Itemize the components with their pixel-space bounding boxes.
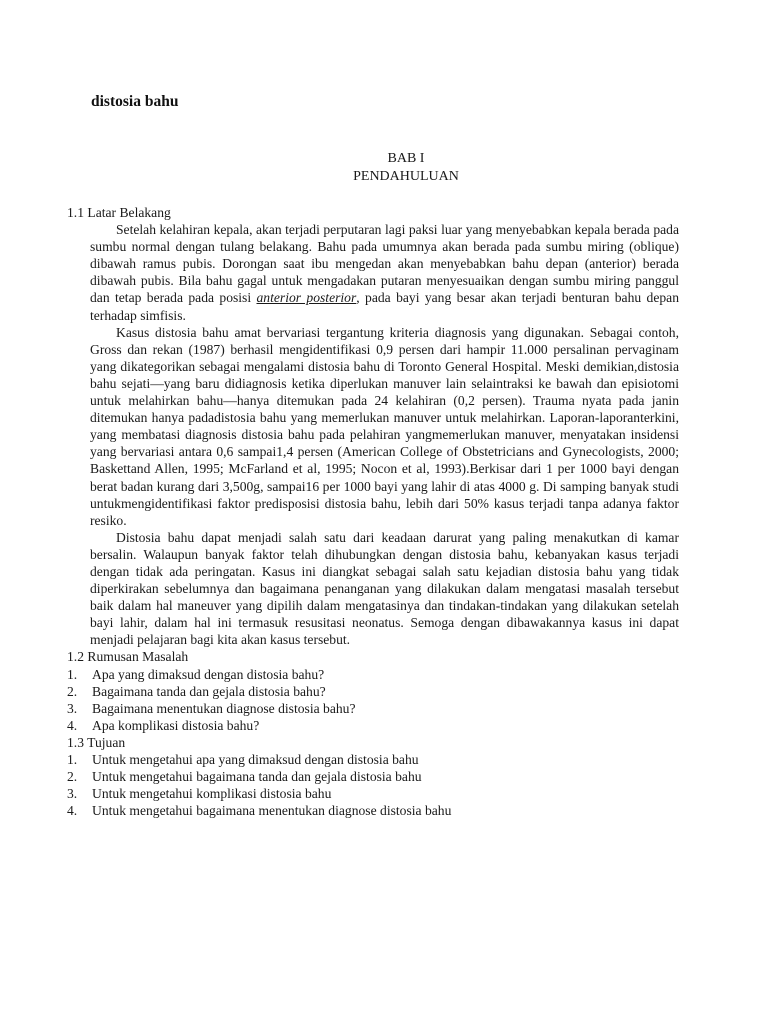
list-item: [67, 700, 679, 717]
paragraph-1: [90, 221, 679, 324]
list-item-number: 2.: [67, 683, 78, 699]
list-item: [67, 802, 679, 819]
paragraph-3: Distosia bahu dapat menjadi salah satu dari keadaan darurat yang paling menakutkan di kamar bersalin. Walaupun banyak faktor telah dihubungkan dengan distosia bahu, kebanyakan kasus terjadi dengan tidak ada peringatan. Kasus ini diangkat sebagai salah satu kejadian distosia bahu yang tidak diperkirakan sebelumnya dan bagaimana penanganan yang dilakukan dalam mengatasi masalah tersebut baik dalam hal maneuver yang dipilih dalam mengatasinya dan tindakan-tindakan yang dilakukan setelah bayi lahir, dalam hal ini termasuk resusitasi neonatus. Semoga dengan dibawakannya kasus ini dapat menjadi pelajaran bagi kita akan kasus tersebut.: [90, 529, 679, 648]
list-item-text: Apa komplikasi distosia bahu?: [92, 717, 260, 733]
list-item-text: Bagaimana tanda dan gejala distosia bahu?: [92, 683, 326, 699]
list-item-number: 4.: [67, 717, 78, 733]
problem-list: [67, 666, 679, 734]
list-item: [67, 751, 679, 768]
list-item-text: Untuk mengetahui bagaimana menentukan diagnose distosia bahu: [92, 803, 452, 819]
paragraph-2: Kasus distosia bahu amat bervariasi tergantung kriteria diagnosis yang digunakan. Sebagai contoh, Gross dan rekan (1987) berhasil mengidentifikasi 0,9 persen dari hampir 11.000 persalinan pervaginam yang dikategorikan sebagai mengalami distosia bahu di Toronto General Hospital. Meski demikian,distosia bahu sejati—yang baru didiagnosis ketika diperlukan manuver lain selaintraksi ke bawah dan episiotomi untuk melahirkan bahu—hanya ditemukan pada 24 kelahiran (0,2 persen). Trauma nyata pada janin ditemukan hanya padadistosia bahu yang memerlukan manuver untuk melahirkan. Laporan-laporanterkini, yang membatasi diagnosis distosia bahu pada pelahiran yangmemerlukan manuver, menyatakan insidensi yang bervariasi antara 0,6 sampai1,4 persen (American College of Obstetricians and Gynecologists, 2000; Baskettand Allen, 1995; McFarland et al, 1995; Nocon et al, 1993).Berkisar dari 1 per 1000 bayi dengan berat badan kurang dari 3,500g, sampai16 per 1000 bayi yang lahir di atas 4000 g. Di samping banyak studi untukmengidentifikasi faktor predisposisi distosia bahu, lebih dari 50% kasus terjadi tanpa adanya faktor resiko.: [90, 324, 679, 528]
paragraph-1-text: Setelah kelahiran kepala, akan terjadi perputaran lagi paksi luar yang menyebabkan kepala berada pada sumbu normal dengan tulang belakang. Bahu pada umumnya akan berada pada sumbu miring (oblique) dibawah ramus pubis. Dorongan saat ibu mengedan akan menyebabkan bahu depan (anterior) berada dibawah pubis. Bila bahu gagal untuk mengadakan putaran menyesuaikan dengan sumbu miring panggul dan tetap berada pada posisi: [90, 222, 679, 306]
chapter-number: BAB I: [387, 151, 425, 166]
list-item-number: 4.: [67, 803, 78, 819]
list-item-number: 1.: [67, 666, 78, 682]
list-item: [67, 768, 679, 785]
section-heading-tujuan: 1.3 Tujuan: [67, 734, 126, 750]
document-body: [67, 204, 679, 819]
section-heading-rumusan-masalah: 1.2 Rumusan Masalah: [67, 649, 189, 665]
list-item-number: 2.: [67, 769, 78, 785]
list-item: [67, 785, 679, 802]
list-item-number: 1.: [67, 752, 78, 767]
list-item-text: Apa yang dimaksud dengan distosia bahu?: [92, 666, 325, 682]
paragraph-1-text-end: , pada bayi yang besar akan terjadi benturan bahu depan terhadap simfisis.: [90, 290, 679, 323]
document-title: distosia bahu: [91, 93, 179, 110]
list-item: [67, 683, 679, 700]
list-item: [67, 666, 679, 683]
list-item-text: Bagaimana menentukan diagnose distosia bahu?: [92, 700, 356, 716]
list-item-number: 3.: [67, 700, 78, 716]
list-item-text: Untuk mengetahui bagaimana tanda dan gejala distosia bahu: [92, 769, 422, 785]
list-item: [67, 717, 679, 734]
chapter-heading: [0, 150, 768, 186]
list-item-text: Untuk mengetahui apa yang dimaksud dengan distosia bahu: [92, 752, 419, 767]
list-item-text: Untuk mengetahui komplikasi distosia bahu: [92, 786, 332, 802]
paragraph-1-emphasis: anterior posterior: [256, 290, 357, 306]
list-item-number: 3.: [67, 786, 78, 802]
chapter-title: PENDAHULUAN: [353, 169, 459, 184]
section-heading-latar-belakang: 1.1 Latar Belakang: [67, 205, 171, 220]
objective-list: [67, 751, 679, 819]
